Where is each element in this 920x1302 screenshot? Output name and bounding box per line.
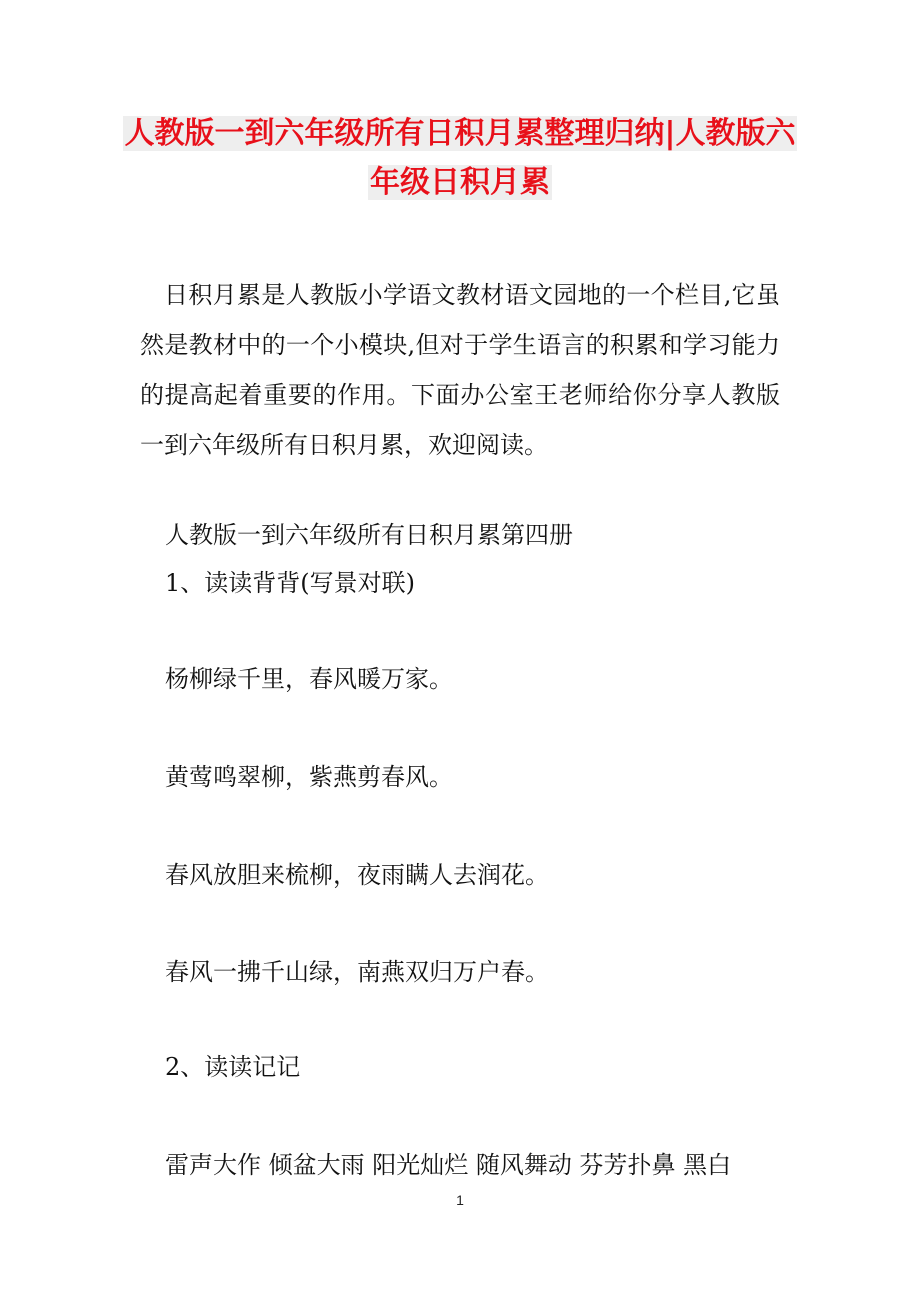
- title-text-1: 人教版一到六年级所有日积月累整理归纳|人教版六: [124, 116, 796, 151]
- item2-heading: 2、读读记记: [165, 1053, 301, 1081]
- page-number: 1: [456, 1192, 464, 1208]
- document-title-line-1: [0, 112, 920, 156]
- idiom-words-line: 雷声大作 倾盆大雨 阳光灿烂 随风舞动 芬芳扑鼻 黑白: [165, 1151, 732, 1179]
- couplet-line: 春风放胆来梳柳，夜雨瞒人去润花。: [165, 861, 549, 889]
- document-title-line-2: [0, 161, 920, 205]
- title-text-2: 年级日积月累: [370, 165, 550, 200]
- couplet-line: 杨柳绿千里，春风暖万家。: [165, 665, 453, 693]
- intro-paragraph: 日积月累是人教版小学语文教材语文园地的一个栏目,它虽然是教材中的一个小模块,但对于学生语言的积累和学习能力的提高起着重要的作用。下面办公室王老师给你分享人教版一到六年级所有日积月累，欢迎阅读。: [140, 281, 780, 459]
- item1-heading: 1、读读背背(写景对联): [165, 569, 415, 597]
- couplet-line: 黄莺鸣翠柳，紫燕剪春风。: [165, 763, 453, 791]
- couplet-line: 春风一拂千山绿，南燕双归万户春。: [165, 958, 549, 986]
- section-heading: 人教版一到六年级所有日积月累第四册: [165, 521, 573, 549]
